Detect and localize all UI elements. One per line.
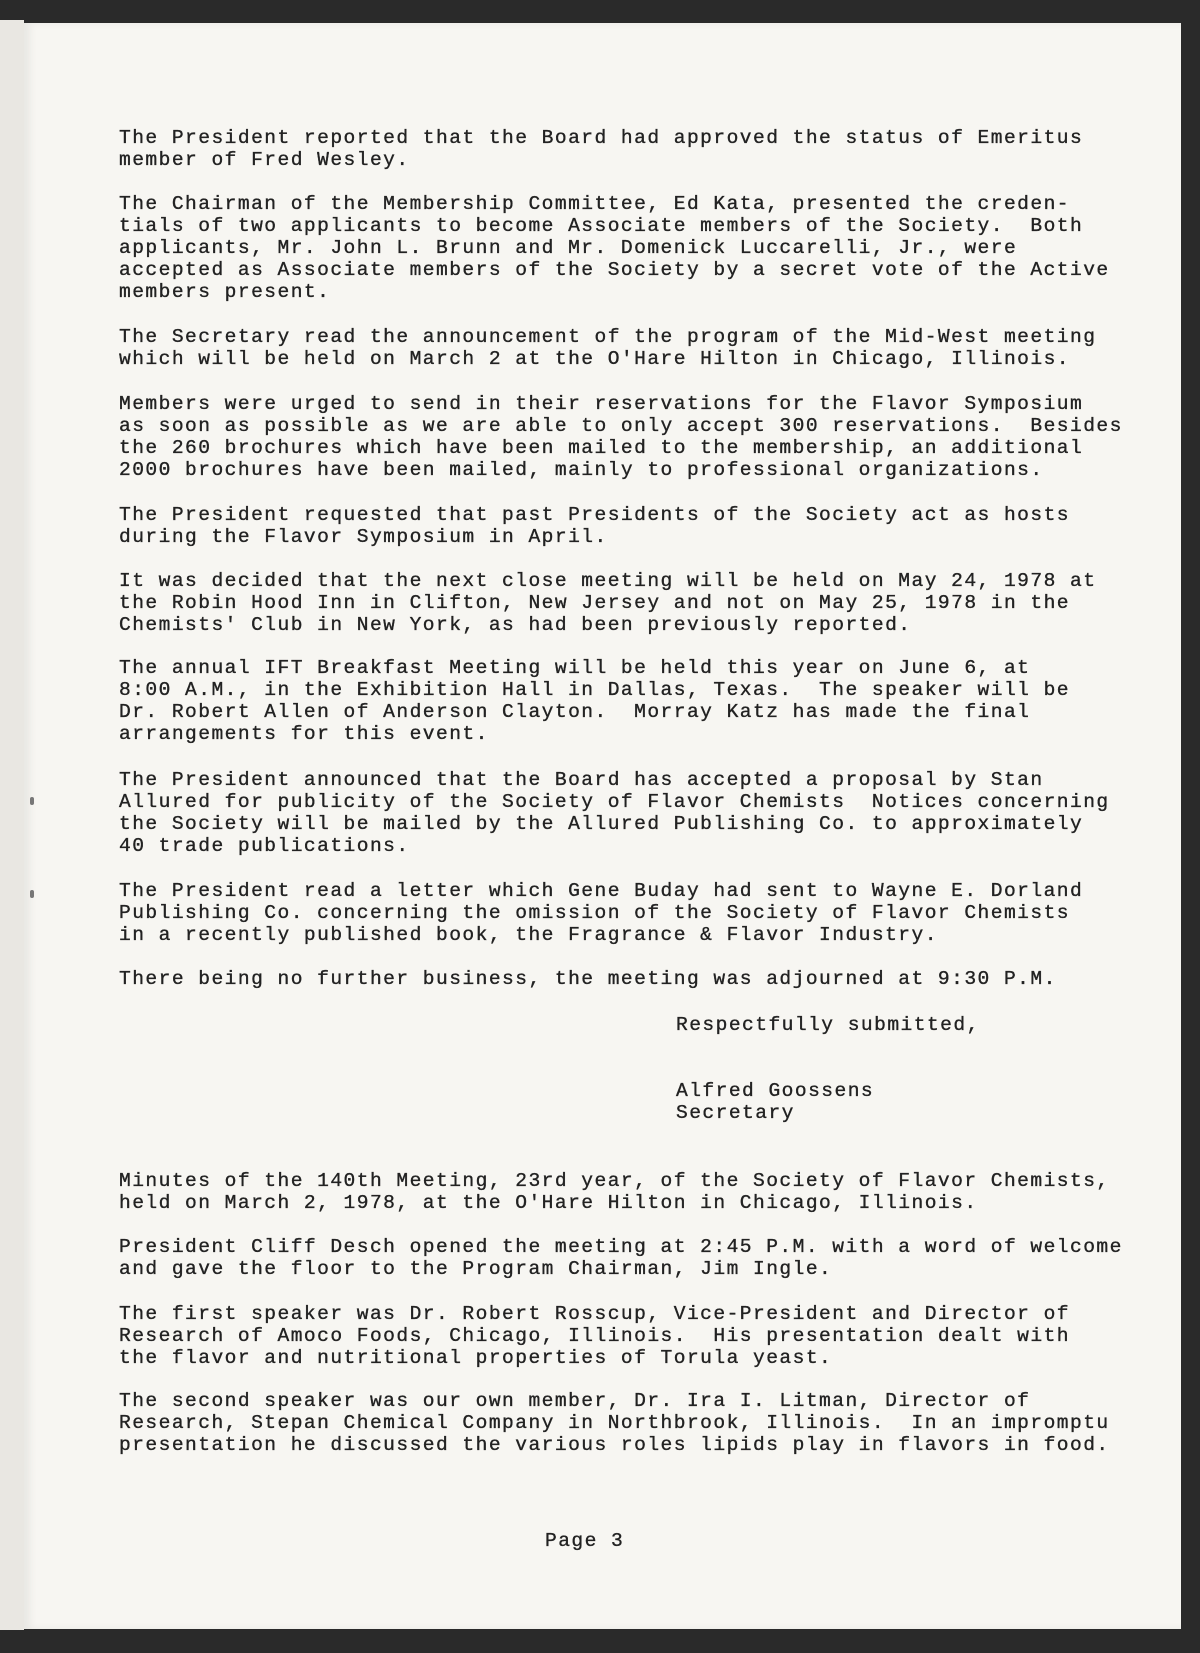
text-line: Allured for publicity of the Society of Flavor Chemists Notices concerning [119, 791, 1110, 814]
text-line: Minutes of the 140th Meeting, 23rd year, of the Society of Flavor Chemists, [119, 1170, 1110, 1192]
paragraph [119, 326, 1096, 370]
text-line: The President reported that the Board had approved the status of Emeritus [119, 127, 1084, 149]
text-line: the Robin Hood Inn in Clifton, New Jersey and not on May 25, 1978 in the [119, 592, 1070, 615]
paragraph [119, 127, 1083, 171]
paragraph [119, 193, 1110, 303]
text-line: The President requested that past Presidents of the Society act as hosts [119, 504, 1070, 526]
text-line: It was decided that the next close meeting will be held on May 24, 1978 at [119, 570, 1097, 592]
staple-mark [30, 890, 34, 898]
text-line: Members were urged to send in their reservations for the Flavor Symposium [119, 393, 1084, 415]
text-line: members present. [119, 281, 331, 304]
paragraph [119, 393, 1123, 481]
paragraph [119, 968, 1057, 990]
paragraph [119, 570, 1096, 636]
text-line: Research, Stepan Chemical Company in Northbrook, Illinois. In an impromptu [119, 1412, 1110, 1435]
text-line: 2000 brochures have been mailed, mainly to professional organizations. [119, 459, 1044, 482]
paragraph [119, 504, 1070, 548]
paragraph [119, 880, 1083, 946]
paragraph [119, 1303, 1070, 1369]
text-line: member of Fred Wesley. [119, 149, 410, 172]
text-line: There being no further business, the meeting was adjourned at 9:30 P.M. [119, 968, 1057, 990]
text-line: presentation he discussed the various roles lipids play in flavors in food. [119, 1434, 1110, 1457]
signatory-title: Secretary [676, 1102, 795, 1124]
paragraph [119, 1390, 1110, 1456]
staple-mark [30, 797, 34, 805]
text-line: the flavor and nutritional properties of Torula yeast. [119, 1347, 833, 1370]
text-line: The President read a letter which Gene Buday had sent to Wayne E. Dorland [119, 880, 1084, 902]
text-line: as soon as possible as we are able to only accept 300 reservations. Besides [119, 415, 1123, 438]
paragraph [119, 1170, 1110, 1214]
text-line: The President announced that the Board has accepted a proposal by Stan [119, 769, 1044, 791]
text-line: held on March 2, 1978, at the O'Hare Hilton in Chicago, Illinois. [119, 1192, 978, 1215]
text-line: the Society will be mailed by the Allured Publishing Co. to approximately [119, 813, 1084, 836]
adjacent-page-edge [0, 20, 24, 1630]
text-line: The annual IFT Breakfast Meeting will be held this year on June 6, at [119, 657, 1031, 679]
paragraph [119, 657, 1070, 745]
text-line: which will be held on March 2 at the O'Hare Hilton in Chicago, Illinois. [119, 348, 1070, 371]
text-line: The Chairman of the Membership Committee, Ed Kata, presented the creden- [119, 193, 1070, 215]
text-line: accepted as Associate members of the Society by a secret vote of the Active [119, 259, 1110, 282]
text-line: President Cliff Desch opened the meeting at 2:45 P.M. with a word of welcome [119, 1236, 1123, 1258]
paragraph [119, 769, 1110, 857]
paragraph [119, 1236, 1123, 1280]
text-line: Publishing Co. concerning the omission of the Society of Flavor Chemists [119, 902, 1070, 925]
page-number: Page 3 [545, 1530, 625, 1552]
text-line: 40 trade publications. [119, 835, 410, 858]
text-line: Dr. Robert Allen of Anderson Clayton. Morray Katz has made the final [119, 701, 1031, 724]
text-line: applicants, Mr. John L. Brunn and Mr. Domenick Luccarelli, Jr., were [119, 237, 1018, 260]
text-line: the 260 brochures which have been mailed to the membership, an additional [119, 437, 1084, 460]
signatory-name: Alfred Goossens [676, 1080, 875, 1102]
text-line: arrangements for this event. [119, 723, 489, 746]
text-line: tials of two applicants to become Associate members of the Society. Both [119, 215, 1084, 238]
closing: Respectfully submitted, [676, 1014, 980, 1036]
text-line: Chemists' Club in New York, as had been previously reported. [119, 614, 912, 637]
text-line: 8:00 A.M., in the Exhibition Hall in Dallas, Texas. The speaker will be [119, 679, 1070, 702]
text-line: Research of Amoco Foods, Chicago, Illinois. His presentation dealt with [119, 1325, 1070, 1348]
text-line: The Secretary read the announcement of the program of the Mid-West meeting [119, 326, 1097, 348]
text-line: The second speaker was our own member, Dr. Ira I. Litman, Director of [119, 1390, 1031, 1412]
text-line: The first speaker was Dr. Robert Rosscup, Vice-President and Director of [119, 1303, 1070, 1325]
text-line: in a recently published book, the Fragrance & Flavor Industry. [119, 924, 938, 947]
text-line: during the Flavor Symposium in April. [119, 526, 608, 549]
text-line: and gave the floor to the Program Chairman, Jim Ingle. [119, 1258, 833, 1281]
